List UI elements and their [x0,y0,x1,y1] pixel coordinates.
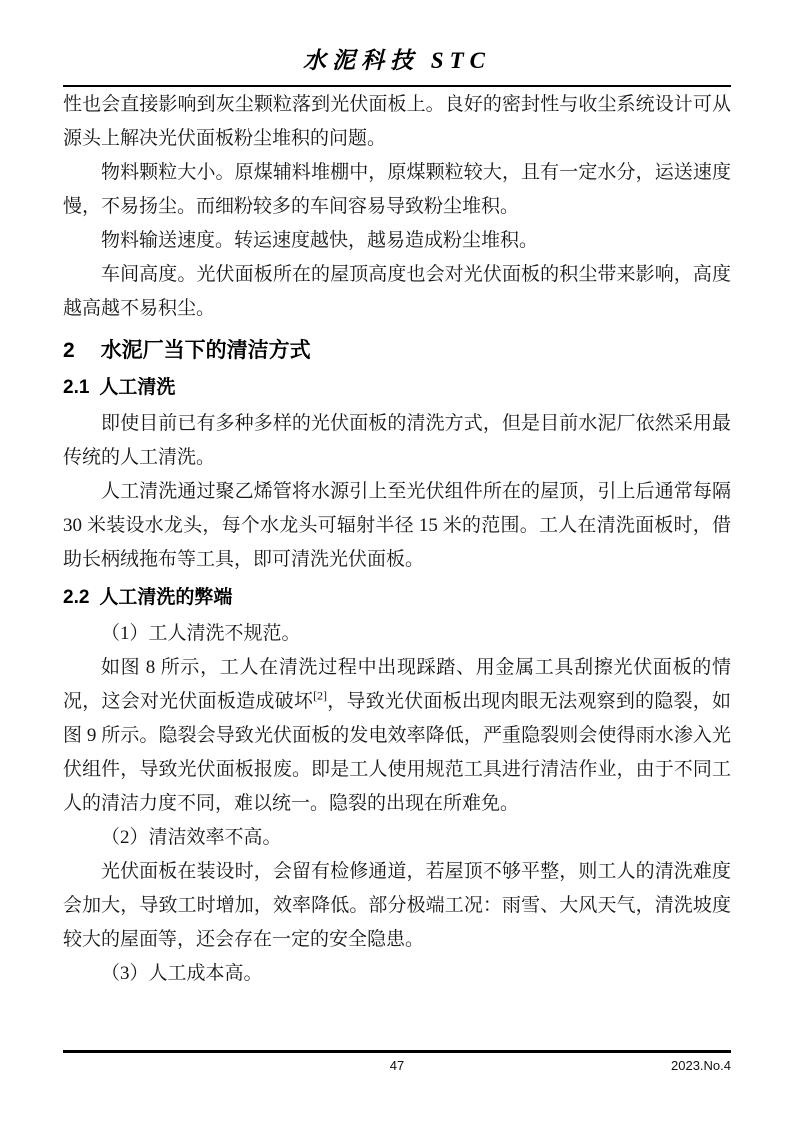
header-rule [63,85,731,87]
paragraph: 物料输送速度。转运速度越快，越易造成粉尘堆积。 [101,230,539,251]
paragraph: 光伏面板在装设时，会留有检修通道，若屋顶不够平整，则工人的清洗难度会加大，导致工时增加，效率降低。部分极端工况：雨雪、大风天气，清洗坡度较大的屋面等，还会存在一定的安全隐患。 [63,861,731,950]
subsection-heading [63,372,731,404]
journal-title: 水泥科技 STC [303,48,491,73]
paragraph: （1）工人清洗不规范。 [101,623,301,644]
heading-number: 2.2 [63,587,90,608]
paragraph: （3）人工成本高。 [101,963,263,984]
paragraph [63,651,731,821]
section-heading [63,335,731,367]
heading-text: 人工清洗的弊端 [99,587,233,608]
heading-number: 2.1 [63,377,90,398]
paragraph: 即使目前已有多种多样的光伏面板的清洗方式，但是目前水泥厂依然采用最传统的人工清洗。 [63,413,731,468]
heading-text: 水泥厂当下的清洁方式 [100,339,311,362]
article-body [63,88,731,991]
issue-number: 2023.No.4 [671,1058,731,1073]
paragraph-text: 如图 8 所示，工人在清洗过程中出现踩踏、用金属工具刮擦光伏面板的情况，这会对光伏面板造成破坏 [63,657,731,712]
subsection-heading [63,582,731,614]
paragraph: 性也会直接影响到灰尘颗粒落到光伏面板上。良好的密封性与收尘系统设计可从源头上解决光伏面板粉尘堆积的问题。 [63,94,731,149]
paragraph: 人工清洗通过聚乙烯管将水源引上至光伏组件所在的屋顶，引上后通常每隔 30 米装设水龙头，每个水龙头可辐射半径 15 米的范围。工人在清洗面板时，借助长柄绒拖布等工具，即可清洗光伏面板。 [63,481,731,570]
paragraph-text: ，导致光伏面板出现肉眼无法观察到的隐裂，如图 9 所示。隐裂会导致光伏面板的发电效率降低，严重隐裂则会使得雨水渗入光伏组件，导致光伏面板报废。即是工人使用规范工具进行清洁作业，由于不同工人的清洁力度不同，难以统一。隐裂的出现在所难免。 [63,691,731,814]
citation-reference: [2] [313,688,328,703]
footer-rule [63,1050,731,1053]
heading-number: 2 [63,339,75,362]
paragraph: 物料颗粒大小。原煤辅料堆棚中，原煤颗粒较大，且有一定水分，运送速度慢，不易扬尘。而细粉较多的车间容易导致粉尘堆积。 [63,162,731,217]
heading-text: 人工清洗 [99,377,176,398]
page-number: 47 [389,1058,405,1073]
paragraph: 车间高度。光伏面板所在的屋顶高度也会对光伏面板的积尘带来影响，高度越高越不易积尘。 [63,264,731,319]
paragraph: （2）清洁效率不高。 [101,827,282,848]
page-header [63,0,731,87]
page-footer [63,1050,731,1076]
footer-row [63,1058,731,1076]
